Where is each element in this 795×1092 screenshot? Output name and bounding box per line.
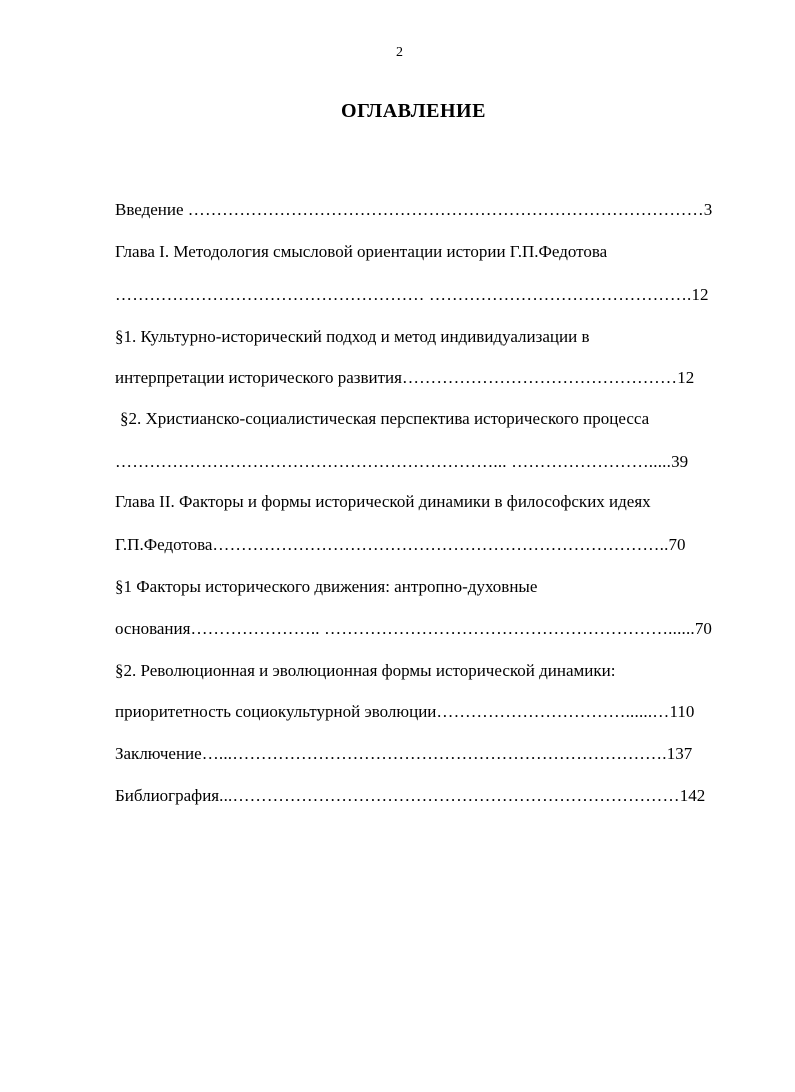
toc-leader-dots: ...…………………………………………………………………… bbox=[219, 786, 680, 805]
toc-entry-text: основания bbox=[115, 619, 191, 638]
toc-page-number: 70 bbox=[694, 619, 712, 638]
page-title: ОГЛАВЛЕНИЕ bbox=[341, 100, 486, 122]
toc-entry-text: Г.П.Федотова bbox=[115, 535, 213, 554]
toc-entry-text: Глава I. Методология смысловой ориентации истории Г.П.Федотова bbox=[115, 242, 608, 261]
toc-leader-dots: …...…………………………………………………………………. bbox=[201, 744, 667, 763]
toc-entry-text: интерпретации исторического развития bbox=[115, 368, 402, 387]
toc-entry-text: §1. Культурно-исторический подход и метод индивидуализации в bbox=[115, 327, 590, 346]
toc-entry-section-2-1-cont[interactable] bbox=[115, 618, 770, 640]
toc-leader-dots: …………………………………………………………... ……………………..... bbox=[115, 452, 672, 471]
toc-leader-dots: …………………………………………………………………….. bbox=[212, 535, 669, 554]
toc-entry-text: §2. Революционная и эволюционная формы исторической динамики: bbox=[115, 661, 616, 680]
toc-page-number: 12 bbox=[677, 368, 695, 387]
toc-entry-bibliography[interactable] bbox=[115, 785, 775, 807]
toc-leader-dots: ……………………………………………… ………………………………………. bbox=[115, 285, 692, 304]
toc-entry-text: приоритетность социокультурной эволюции bbox=[115, 702, 437, 721]
toc-page-number: 3 bbox=[703, 200, 713, 219]
toc-entry-text: §1 Факторы исторического движения: антропно-духовные bbox=[115, 577, 538, 596]
toc-leader-dots: ………………….. ……………………………………………………...... bbox=[190, 619, 695, 638]
toc-entry-chapter-1-page[interactable] bbox=[115, 284, 765, 306]
toc-entry-section-1-1-cont[interactable] bbox=[115, 367, 765, 389]
toc-entry-introduction[interactable] bbox=[115, 199, 755, 221]
toc-entry-text: Заключение bbox=[115, 744, 202, 763]
toc-page-number: 110 bbox=[669, 702, 695, 721]
toc-entry-section-2-1[interactable] bbox=[115, 576, 775, 598]
toc-entry-text: Глава II. Факторы и формы исторической динамики в философских идеях bbox=[115, 492, 651, 511]
toc-entry-section-2-2-cont[interactable] bbox=[115, 701, 770, 723]
toc-entry-conclusion[interactable] bbox=[115, 743, 775, 765]
toc-entry-text: Введение bbox=[115, 200, 188, 219]
toc-entry-chapter-1[interactable] bbox=[115, 241, 775, 263]
toc-entry-section-1-2-page[interactable] bbox=[115, 451, 767, 473]
toc-page-number: 39 bbox=[671, 452, 689, 471]
toc-leader-dots: ……………………………......… bbox=[436, 702, 670, 721]
toc-entry-text: §2. Христианско-социалистическая перспектива исторического процесса bbox=[120, 409, 650, 428]
toc-page-number: 142 bbox=[679, 786, 706, 805]
toc-entry-chapter-2[interactable] bbox=[115, 491, 775, 513]
toc-entry-section-1-2[interactable] bbox=[120, 408, 780, 430]
toc-entry-text: Библиография bbox=[115, 786, 220, 805]
toc-entry-section-1-1[interactable] bbox=[115, 326, 775, 348]
toc-leader-dots: ……………………………………………………………………………… bbox=[187, 200, 704, 219]
toc-leader-dots: ………………………………………… bbox=[401, 368, 678, 387]
toc-page-number: 12 bbox=[691, 285, 709, 304]
toc-page-number: 137 bbox=[666, 744, 693, 763]
page-number: 2 bbox=[396, 45, 403, 60]
toc-entry-section-2-2[interactable] bbox=[115, 660, 775, 682]
toc-page-number: 70 bbox=[668, 535, 686, 554]
toc-entry-chapter-2-cont[interactable] bbox=[115, 534, 770, 556]
